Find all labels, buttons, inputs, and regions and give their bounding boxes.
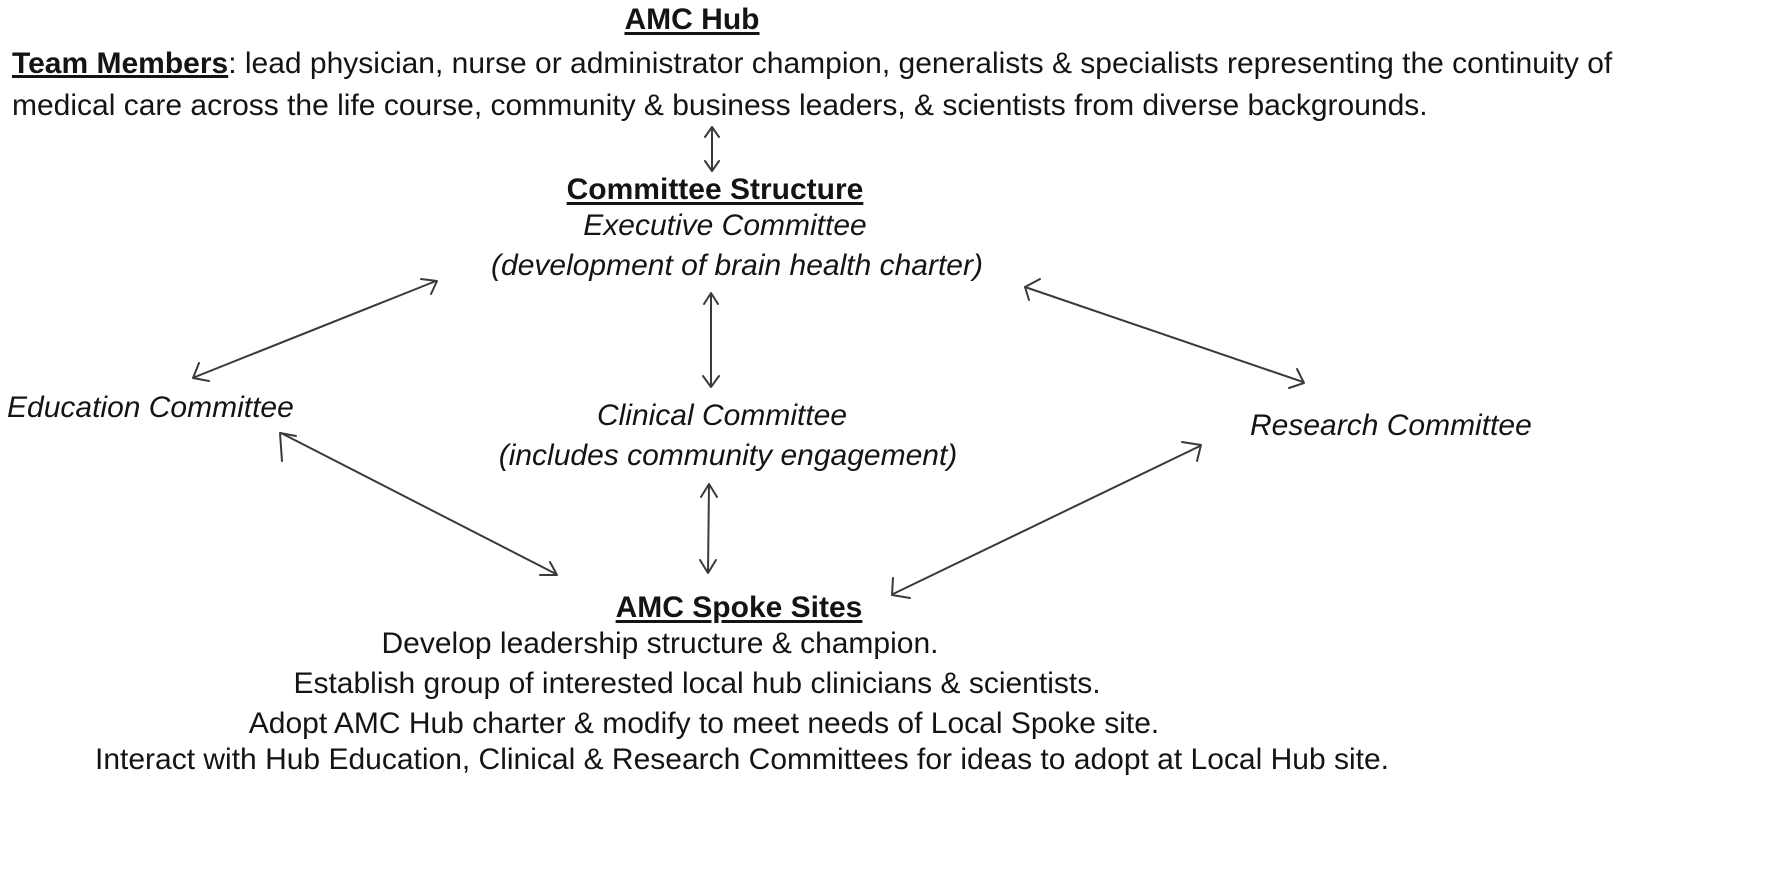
arrow-clinical-spoke: [700, 484, 717, 573]
executive-committee: Executive Committee: [583, 209, 867, 242]
spoke-sites-title: AMC Spoke Sites: [615, 591, 863, 624]
arrow-executive-research: [1025, 279, 1304, 388]
team-members-label: Team Members: [12, 47, 229, 80]
spoke-line-1: Develop leadership structure & champion.: [381, 627, 939, 660]
spoke-line-3: Adopt AMC Hub charter & modify to meet needs of Local Spoke site.: [248, 707, 1160, 740]
research-committee: Research Committee: [1250, 409, 1532, 442]
clinical-committee: Clinical Committee: [596, 399, 848, 432]
team-members-text-1: : lead physician, nurse or administrator champion, generalists & specialists representing the continuity of: [228, 47, 1613, 80]
committee-structure-title: Committee Structure: [566, 173, 864, 206]
arrow-executive-education: [193, 279, 437, 381]
arrow-hub-committee: [705, 127, 719, 171]
team-members-line-1: [12, 46, 1612, 82]
clinical-committee-description: (includes community engagement): [498, 439, 958, 472]
spoke-line-4: Interact with Hub Education, Clinical & Research Committees for ideas to adopt at Local Hub site.: [95, 743, 1389, 776]
team-members-line-2: medical care across the life course, community & business leaders, & scientists from diverse backgrounds.: [12, 89, 1428, 122]
hub-title: AMC Hub: [624, 3, 760, 36]
arrow-executive-clinical: [703, 293, 719, 387]
education-committee: Education Committee: [7, 391, 294, 424]
executive-committee-description: (development of brain health charter): [491, 249, 983, 282]
spoke-line-2: Establish group of interested local hub clinicians & scientists.: [293, 667, 1101, 700]
